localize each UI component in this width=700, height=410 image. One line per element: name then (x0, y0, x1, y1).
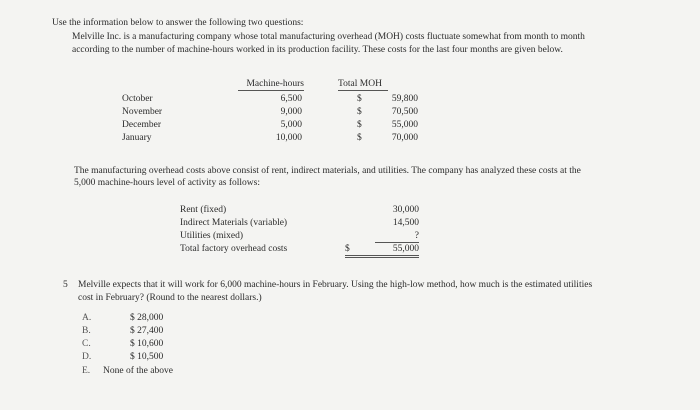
machine-hours-value: 5,000 (280, 120, 302, 130)
cost-label: Total factory overhead costs (180, 244, 288, 254)
option-text: $ 10,500 (130, 352, 164, 362)
analysis-line-2: 5,000 machine-hours level of activity as follows: (74, 178, 260, 188)
cost-value: 14,500 (392, 218, 419, 228)
month-label: January (122, 133, 152, 143)
moh-value: 59,800 (391, 94, 418, 104)
dollar-sign: $ (357, 133, 362, 143)
machine-hours-value: 6,500 (280, 94, 302, 104)
header-total-moh: Total MOH (338, 79, 388, 91)
option-letter: E. (82, 366, 91, 376)
moh-value: 70,000 (391, 133, 418, 143)
month-label: December (122, 120, 162, 130)
cost-value: ? (375, 231, 419, 243)
month-label: November (122, 107, 163, 117)
option-letter: B. (82, 326, 91, 336)
header-machine-hours: Machine-hours (238, 79, 304, 91)
dollar-sign: $ (345, 244, 357, 258)
option-text: None of the above (103, 366, 173, 376)
intro-line-1: Melville Inc. is a manufacturing company whose total manufacturing overhead (MOH) costs fluctuate somewhat from month to month (72, 32, 585, 42)
dollar-sign: $ (357, 107, 362, 117)
question-number: 5 (63, 280, 68, 290)
option-letter: A. (82, 313, 92, 323)
total-value: 55,000 (357, 244, 419, 258)
cost-label: Rent (fixed) (180, 205, 227, 215)
machine-hours-value: 9,000 (280, 107, 302, 117)
machine-hours-value: 10,000 (275, 133, 302, 143)
option-text: $ 10,600 (130, 339, 164, 349)
dollar-sign: $ (357, 94, 362, 104)
intro-line-2: according to the number of machine-hours worked in its production facility. These costs for the last four months are given below. (72, 45, 563, 55)
month-label: October (122, 94, 153, 104)
analysis-line-1: The manufacturing overhead costs above consist of rent, indirect materials, and utilities. The company has analyzed these costs at the (74, 166, 581, 176)
option-text: $ 27,400 (130, 326, 164, 336)
intro-instruction: Use the information below to answer the following two questions: (52, 18, 304, 28)
cost-value: 30,000 (392, 205, 419, 215)
option-letter: C. (82, 339, 91, 349)
moh-value: 55,000 (391, 120, 418, 130)
question-line-1: Melville expects that it will work for 6,000 machine-hours in February. Using the high-low method, how much is the estimated utilities (78, 280, 593, 290)
cost-label: Utilities (mixed) (180, 231, 244, 241)
cost-label: Indirect Materials (variable) (180, 218, 288, 228)
option-letter: D. (82, 352, 92, 362)
moh-value: 70,500 (391, 107, 418, 117)
question-line-2: cost in February? (Round to the nearest dollars.) (78, 293, 262, 303)
dollar-sign: $ (357, 120, 362, 130)
option-text: $ 28,000 (130, 313, 164, 323)
